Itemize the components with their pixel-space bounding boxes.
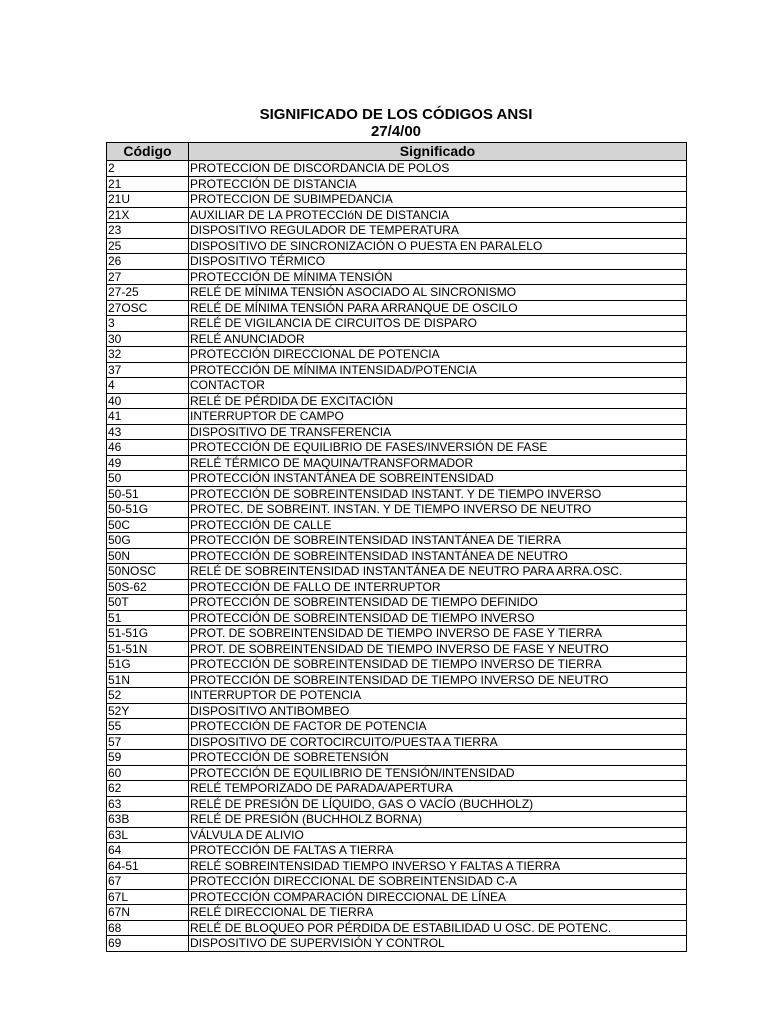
table-row bbox=[107, 223, 687, 239]
code-cell: 68 bbox=[107, 921, 189, 936]
meaning-cell: RELÉ DIRECCIONAL DE TIERRA bbox=[189, 905, 687, 921]
meaning-cell: PROT. DE SOBREINTENSIDAD DE TIEMPO INVERSO DE FASE Y NEUTRO bbox=[189, 642, 687, 657]
code-cell: 51N bbox=[107, 673, 189, 688]
meaning-cell: AUXILIAR DE LA PROTECCIóN DE DISTANCIA bbox=[189, 208, 687, 223]
table-row bbox=[107, 750, 687, 766]
table-row bbox=[107, 502, 687, 518]
column-header-code: Código bbox=[107, 143, 189, 161]
table-row bbox=[107, 409, 687, 425]
code-cell: 46 bbox=[107, 440, 189, 456]
ansi-codes-table bbox=[106, 142, 687, 952]
table-row bbox=[107, 192, 687, 208]
code-cell: 62 bbox=[107, 781, 189, 797]
table-row bbox=[107, 626, 687, 642]
meaning-cell: RELÉ TÉRMICO DE MAQUINA/TRANSFORMADOR bbox=[189, 456, 687, 471]
code-cell: 50 bbox=[107, 471, 189, 487]
code-cell: 40 bbox=[107, 394, 189, 409]
table-row bbox=[107, 332, 687, 347]
table-row bbox=[107, 394, 687, 409]
meaning-cell: RELÉ DE PÉRDIDA DE EXCITACIÓN bbox=[189, 394, 687, 409]
table-row bbox=[107, 828, 687, 843]
meaning-cell: RELÉ DE MÍNIMA TENSIÓN ASOCIADO AL SINCRONISMO bbox=[189, 285, 687, 301]
code-cell: 64 bbox=[107, 843, 189, 859]
code-cell: 30 bbox=[107, 332, 189, 347]
meaning-cell: RELÉ DE BLOQUEO POR PÉRDIDA DE ESTABILIDAD U OSC. DE POTENC. bbox=[189, 921, 687, 936]
table-row bbox=[107, 859, 687, 874]
code-cell: 51-51N bbox=[107, 642, 189, 657]
meaning-cell: PROTECCIÓN DE SOBREINTENSIDAD DE TIEMPO INVERSO bbox=[189, 611, 687, 626]
table-row bbox=[107, 781, 687, 797]
code-cell: 59 bbox=[107, 750, 189, 766]
code-cell: 23 bbox=[107, 223, 189, 239]
table-row bbox=[107, 254, 687, 270]
table-row bbox=[107, 766, 687, 781]
meaning-cell: VÁLVULA DE ALIVIO bbox=[189, 828, 687, 843]
meaning-cell: PROTECCIÓN COMPARACIÓN DIRECCIONAL DE LÍNEA bbox=[189, 890, 687, 905]
meaning-cell: PROTECCION DE SUBIMPEDANCIA bbox=[189, 192, 687, 208]
code-cell: 25 bbox=[107, 239, 189, 254]
table-row bbox=[107, 673, 687, 688]
meaning-cell: PROTECCIÓN DE EQUILIBRIO DE TENSIÓN/INTENSIDAD bbox=[189, 766, 687, 781]
table-row bbox=[107, 874, 687, 890]
document-date: 27/4/00 bbox=[370, 123, 422, 140]
table-row bbox=[107, 843, 687, 859]
table-row bbox=[107, 239, 687, 254]
meaning-cell: DISPOSITIVO TÉRMICO bbox=[189, 254, 687, 270]
code-cell: 2 bbox=[107, 161, 189, 177]
table-body bbox=[107, 161, 687, 952]
meaning-cell: PROTEC. DE SOBREINT. INSTAN. Y DE TIEMPO INVERSO DE NEUTRO bbox=[189, 502, 687, 518]
table-row bbox=[107, 363, 687, 378]
table-row bbox=[107, 921, 687, 936]
meaning-cell: RELÉ DE PRESIÓN DE LÍQUIDO, GAS O VACÍO (BUCHHOLZ) bbox=[189, 797, 687, 812]
table-row bbox=[107, 518, 687, 533]
table-row bbox=[107, 735, 687, 750]
table-row bbox=[107, 440, 687, 456]
table-row bbox=[107, 177, 687, 192]
meaning-cell: PROTECCIÓN DE FALTAS A TIERRA bbox=[189, 843, 687, 859]
code-cell: 50-51G bbox=[107, 502, 189, 518]
code-cell: 51G bbox=[107, 657, 189, 673]
code-cell: 69 bbox=[107, 936, 189, 952]
code-cell: 52Y bbox=[107, 704, 189, 719]
table-row bbox=[107, 812, 687, 828]
meaning-cell: INTERRUPTOR DE CAMPO bbox=[189, 409, 687, 425]
code-cell: 37 bbox=[107, 363, 189, 378]
code-cell: 41 bbox=[107, 409, 189, 425]
code-cell: 67 bbox=[107, 874, 189, 890]
table-row bbox=[107, 301, 687, 316]
table-row bbox=[107, 347, 687, 363]
table-row bbox=[107, 564, 687, 580]
meaning-cell: RELÉ ANUNCIADOR bbox=[189, 332, 687, 347]
table-row bbox=[107, 704, 687, 719]
meaning-cell: DISPOSITIVO DE CORTOCIRCUITO/PUESTA A TIERRA bbox=[189, 735, 687, 750]
meaning-cell: PROTECCIÓN DE EQUILIBRIO DE FASES/INVERSIÓN DE FASE bbox=[189, 440, 687, 456]
meaning-cell: PROTECCION DE DISCORDANCIA DE POLOS bbox=[189, 161, 687, 177]
meaning-cell: RELÉ DE VIGILANCIA DE CIRCUITOS DE DISPARO bbox=[189, 316, 687, 332]
code-cell: 51 bbox=[107, 611, 189, 626]
meaning-cell: PROT. DE SOBREINTENSIDAD DE TIEMPO INVERSO DE FASE Y TIERRA bbox=[189, 626, 687, 642]
table-row bbox=[107, 642, 687, 657]
code-cell: 55 bbox=[107, 719, 189, 735]
meaning-cell: PROTECCIÓN DE SOBREINTENSIDAD DE TIEMPO DEFINIDO bbox=[189, 595, 687, 611]
code-cell: 63L bbox=[107, 828, 189, 843]
meaning-cell: PROTECCIÓN DE SOBREINTENSIDAD INSTANTÁNEA DE NEUTRO bbox=[189, 549, 687, 564]
code-cell: 52 bbox=[107, 688, 189, 704]
table-row bbox=[107, 487, 687, 502]
meaning-cell: PROTECCIÓN DE SOBREINTENSIDAD DE TIEMPO INVERSO DE TIERRA bbox=[189, 657, 687, 673]
table-row bbox=[107, 657, 687, 673]
table-row bbox=[107, 285, 687, 301]
meaning-cell: DISPOSITIVO DE SUPERVISIÓN Y CONTROL bbox=[189, 936, 687, 952]
table-row bbox=[107, 936, 687, 952]
meaning-cell: PROTECCIÓN DE DISTANCIA bbox=[189, 177, 687, 192]
table-row bbox=[107, 797, 687, 812]
table-row bbox=[107, 425, 687, 440]
meaning-cell: PROTECCIÓN INSTANTÁNEA DE SOBREINTENSIDAD bbox=[189, 471, 687, 487]
meaning-cell: PROTECCIÓN DE MÍNIMA INTENSIDAD/POTENCIA bbox=[189, 363, 687, 378]
table-row bbox=[107, 549, 687, 564]
table-row bbox=[107, 456, 687, 471]
meaning-cell: PROTECCIÓN DE SOBREINTENSIDAD INSTANTÁNEA DE TIERRA bbox=[189, 533, 687, 549]
table-row bbox=[107, 580, 687, 595]
meaning-cell: INTERRUPTOR DE POTENCIA bbox=[189, 688, 687, 704]
meaning-cell: DISPOSITIVO DE SINCRONIZACIÓN O PUESTA EN PARALELO bbox=[189, 239, 687, 254]
table-header-row bbox=[107, 143, 687, 161]
meaning-cell: PROTECCIÓN DE SOBREINTENSIDAD INSTANT. Y DE TIEMPO INVERSO bbox=[189, 487, 687, 502]
table-row bbox=[107, 270, 687, 285]
code-cell: 50-51 bbox=[107, 487, 189, 502]
table-row bbox=[107, 161, 687, 177]
table-row bbox=[107, 208, 687, 223]
code-cell: 49 bbox=[107, 456, 189, 471]
table-row bbox=[107, 533, 687, 549]
code-cell: 21X bbox=[107, 208, 189, 223]
code-cell: 63B bbox=[107, 812, 189, 828]
table-row bbox=[107, 471, 687, 487]
code-cell: 50N bbox=[107, 549, 189, 564]
code-cell: 32 bbox=[107, 347, 189, 363]
table-row bbox=[107, 316, 687, 332]
meaning-cell: PROTECCIÓN DE SOBREINTENSIDAD DE TIEMPO INVERSO DE NEUTRO bbox=[189, 673, 687, 688]
table-row bbox=[107, 595, 687, 611]
code-cell: 57 bbox=[107, 735, 189, 750]
code-cell: 27-25 bbox=[107, 285, 189, 301]
meaning-cell: RELÉ DE PRESIÓN (BUCHHOLZ BORNA) bbox=[189, 812, 687, 828]
meaning-cell: PROTECCIÓN DIRECCIONAL DE POTENCIA bbox=[189, 347, 687, 363]
code-cell: 3 bbox=[107, 316, 189, 332]
code-cell: 67L bbox=[107, 890, 189, 905]
code-cell: 51-51G bbox=[107, 626, 189, 642]
table-row bbox=[107, 719, 687, 735]
meaning-cell: PROTECCIÓN DE CALLE bbox=[189, 518, 687, 533]
meaning-cell: RELÉ DE SOBREINTENSIDAD INSTANTÁNEA DE NEUTRO PARA ARRA.OSC. bbox=[189, 564, 687, 580]
meaning-cell: PROTECCIÓN DE FALLO DE INTERRUPTOR bbox=[189, 580, 687, 595]
meaning-cell: PROTECCIÓN DE FACTOR DE POTENCIA bbox=[189, 719, 687, 735]
code-cell: 27OSC bbox=[107, 301, 189, 316]
code-cell: 27 bbox=[107, 270, 189, 285]
table-row bbox=[107, 890, 687, 905]
code-cell: 50C bbox=[107, 518, 189, 533]
code-cell: 50T bbox=[107, 595, 189, 611]
code-cell: 67N bbox=[107, 905, 189, 921]
code-cell: 21 bbox=[107, 177, 189, 192]
code-cell: 50NOSC bbox=[107, 564, 189, 580]
meaning-cell: PROTECCIÓN DE MÍNIMA TENSIÓN bbox=[189, 270, 687, 285]
code-cell: 60 bbox=[107, 766, 189, 781]
column-header-meaning: Significado bbox=[189, 143, 687, 161]
meaning-cell: RELÉ SOBREINTENSIDAD TIEMPO INVERSO Y FALTAS A TIERRA bbox=[189, 859, 687, 874]
code-cell: 21U bbox=[107, 192, 189, 208]
code-cell: 43 bbox=[107, 425, 189, 440]
code-cell: 50S-62 bbox=[107, 580, 189, 595]
meaning-cell: DISPOSITIVO DE TRANSFERENCIA bbox=[189, 425, 687, 440]
meaning-cell: RELÉ DE MÍNIMA TENSIÓN PARA ARRANQUE DE OSCILO bbox=[189, 301, 687, 316]
code-cell: 4 bbox=[107, 378, 189, 394]
table-row bbox=[107, 611, 687, 626]
code-cell: 64-51 bbox=[107, 859, 189, 874]
meaning-cell: RELÉ TEMPORIZADO DE PARADA/APERTURA bbox=[189, 781, 687, 797]
code-cell: 50G bbox=[107, 533, 189, 549]
table-row bbox=[107, 378, 687, 394]
table-row bbox=[107, 688, 687, 704]
meaning-cell: PROTECCIÓN DIRECCIONAL DE SOBREINTENSIDAD C-A bbox=[189, 874, 687, 890]
meaning-cell: DISPOSITIVO ANTIBOMBEO bbox=[189, 704, 687, 719]
meaning-cell: DISPOSITIVO REGULADOR DE TEMPERATURA bbox=[189, 223, 687, 239]
meaning-cell: PROTECCIÓN DE SOBRETENSIÓN bbox=[189, 750, 687, 766]
table-row bbox=[107, 905, 687, 921]
document-title: SIGNIFICADO DE LOS CÓDIGOS ANSI bbox=[259, 106, 533, 123]
code-cell: 26 bbox=[107, 254, 189, 270]
code-cell: 63 bbox=[107, 797, 189, 812]
meaning-cell: CONTACTOR bbox=[189, 378, 687, 394]
